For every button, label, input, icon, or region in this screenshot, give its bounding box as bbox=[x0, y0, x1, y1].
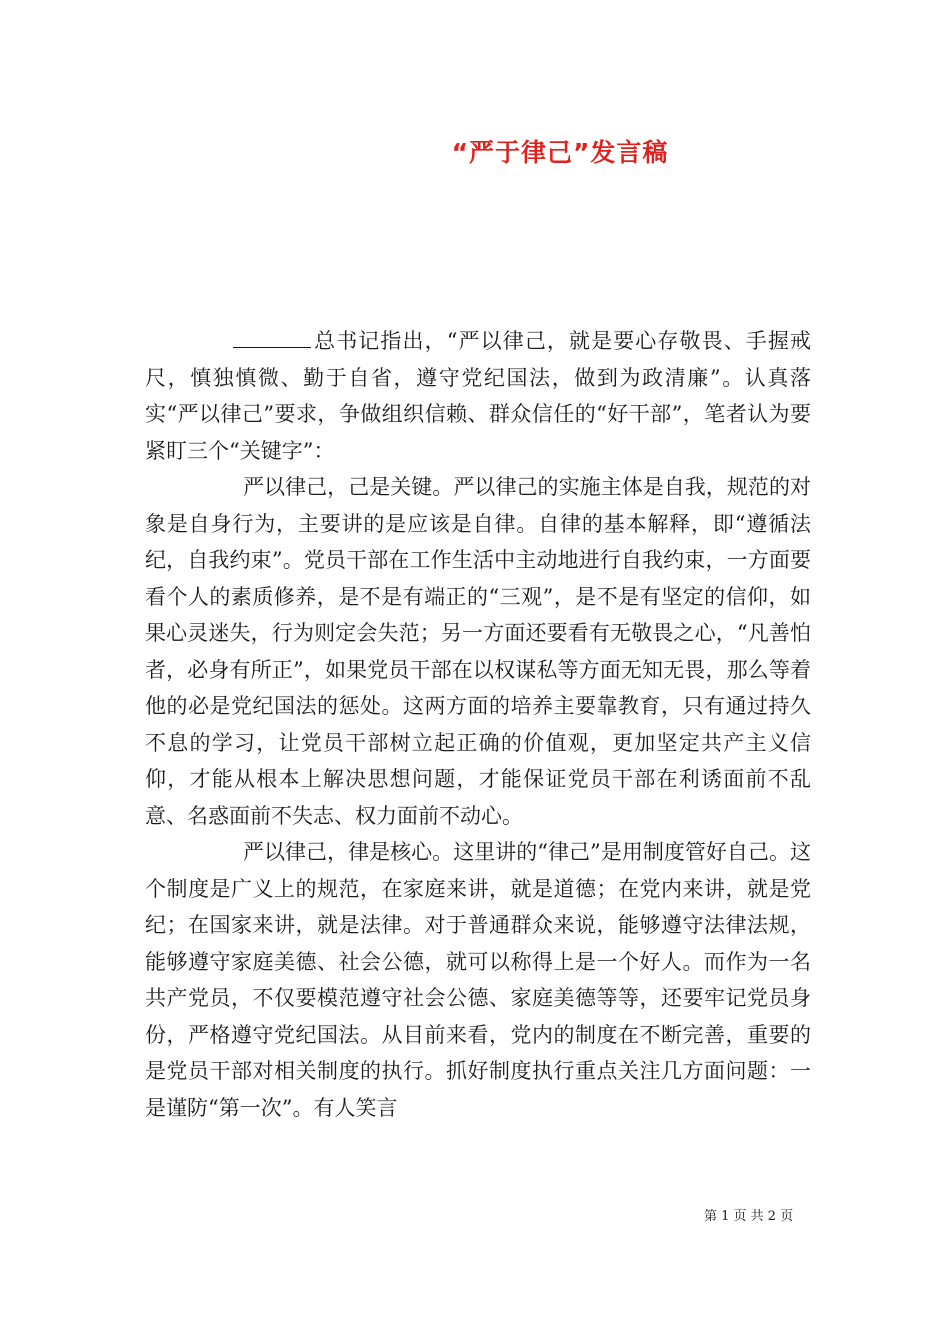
page-number: 第 1 页 共 2 页 bbox=[704, 1209, 794, 1224]
document-title: “严于律己”发言稿 bbox=[451, 138, 669, 167]
paragraph-2: 严以律己，己是关键。严以律己的实施主体是自我，规范的对象是自身行为，主要讲的是应该是自律。自律的基本解释，即“遵循法纪，自我约束”。党员干部在工作生活中主动地进行自我约束，一方面要看个人的素质修养，是不是有端正的“三观”，是不是有坚定的信仰，如果心灵迷失，行为则定会失范；另一方面还要看有无敬畏之心，“凡善怕者，必身有所正”，如果党员干部在以权谋私等方面无知无畏，那么等着他的必是党纪国法的惩处。这两方面的培养主要靠教育，只有通过持久不息的学习，让党员干部树立起正确的价值观，更加坚定共产主义信仰，才能从根本上解决思想问题，才能保证党员干部在利诱面前不乱意、名惑面前不失志、权力面前不动心。 bbox=[145, 475, 811, 828]
paragraph-3: 严以律己，律是核心。这里讲的“律己”是用制度管好自己。这个制度是广义上的规范，在家庭来讲，就是道德；在党内来讲，就是党纪；在国家来讲，就是法律。对于普通群众来说，能够遵守法律法规，能够遵守家庭美德、社会公德，就可以称得上是一个好人。而作为一名共产党员，不仅要模范遵守社会公德、家庭美德等等，还要牢记党员身份，严格遵守党纪国法。从目前来看，党内的制度在不断完善，重要的是党员干部对相关制度的执行。抓好制度执行重点关注几方面问题：一是谨防“第一次”。有人笑言 bbox=[145, 840, 811, 1120]
document-body bbox=[145, 323, 811, 1126]
paragraph-1 bbox=[145, 323, 811, 469]
name-blank-underline bbox=[233, 327, 311, 348]
paragraph-1-text: 总书记指出，“严以律己，就是要心存敬畏、手握戒尺，慎独慎微、勤于自省，遵守党纪国法，做到为政清廉”。认真落实“严以律己”要求，争做组织信赖、群众信任的“好干部”，笔者认为要紧盯三个“关键字”： bbox=[145, 329, 811, 463]
